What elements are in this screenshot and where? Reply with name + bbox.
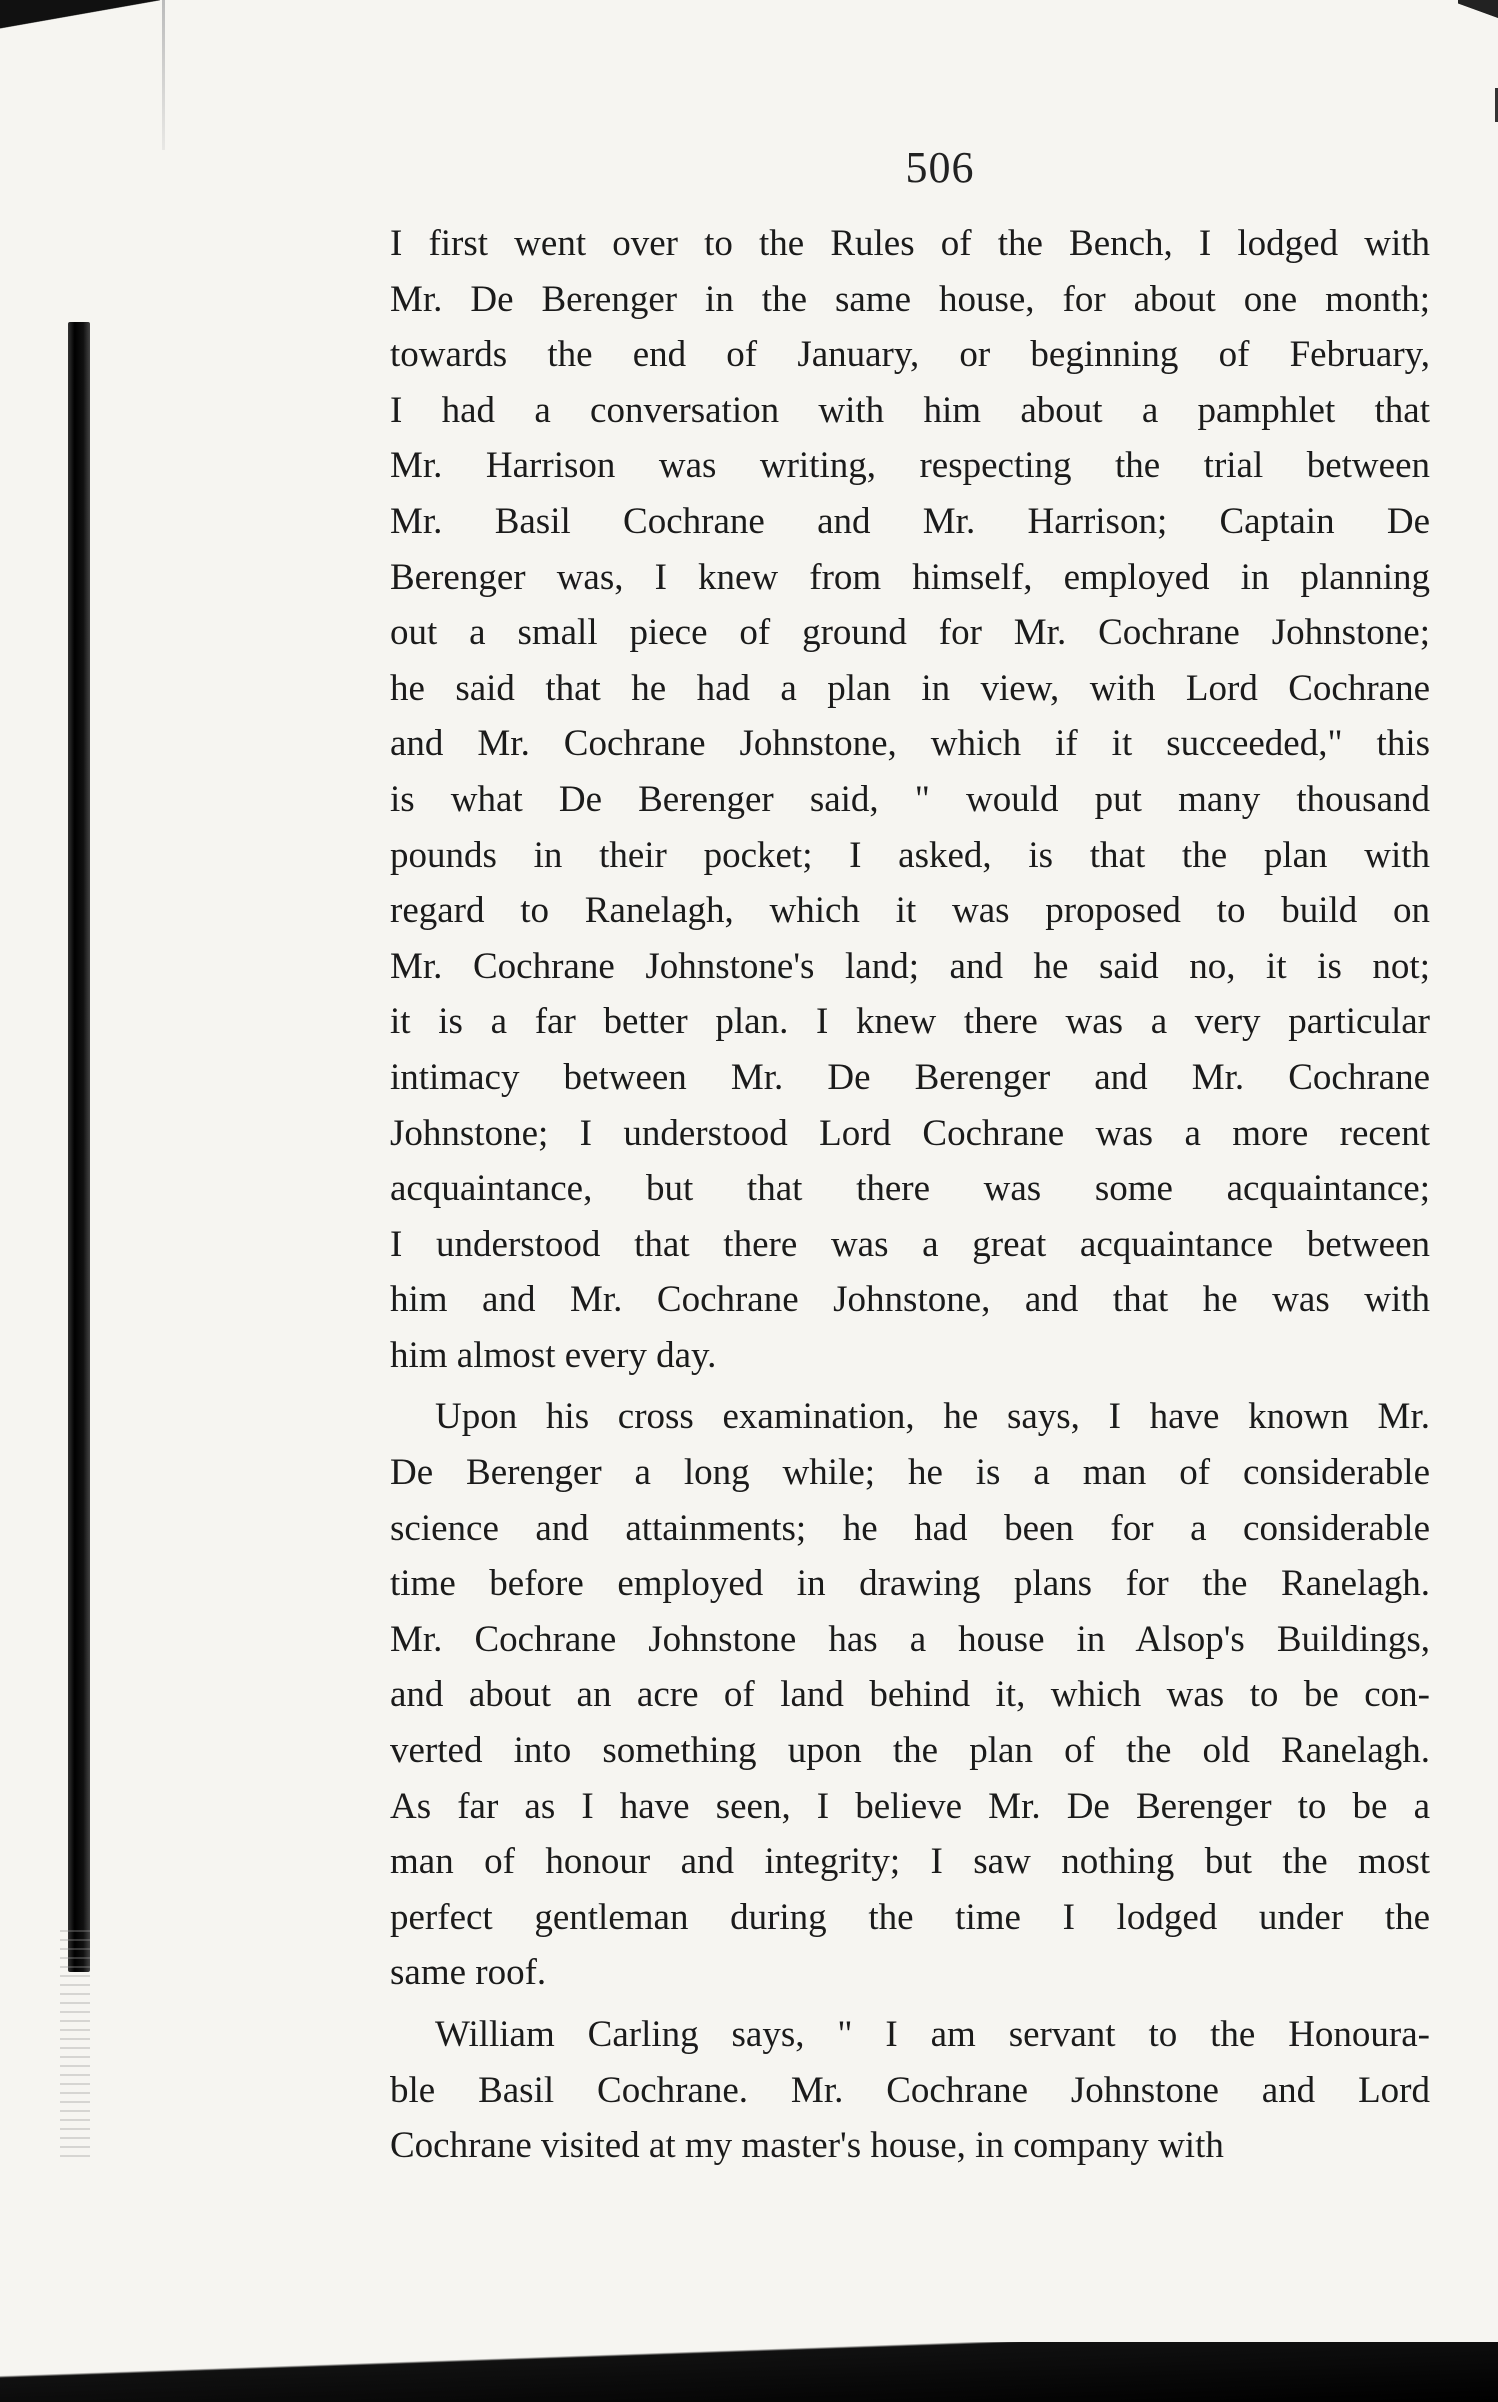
text-line: Mr. Basil Cochrane and Mr. Harrison; Captain De [390, 500, 1430, 542]
text-line: De Berenger a long while; he is a man of considerable [390, 1452, 1430, 1494]
paragraph [390, 1389, 1430, 2001]
text-line: pounds in their pocket; I asked, is that the plan with [390, 834, 1430, 876]
text-line: regard to Ranelagh, which it was proposed to build on [390, 890, 1430, 932]
text-line: towards the end of January, or beginning of February, [390, 334, 1430, 376]
text-line: intimacy between Mr. De Berenger and Mr. Cochrane [390, 1056, 1430, 1098]
text-line: and about an acre of land behind it, which was to be con- [390, 1674, 1430, 1716]
text-line: acquaintance, but that there was some acquaintance; [390, 1168, 1430, 1210]
text-line: William Carling says, " I am servant to the Honoura- [435, 2014, 1430, 2055]
scan-bottom-edge-shadow [0, 2342, 1498, 2402]
scan-corner-shadow-top-right [1458, 0, 1498, 30]
text-line: him almost every day. [390, 1334, 717, 1376]
text-line: man of honour and integrity; I saw nothing but the most [390, 1841, 1430, 1883]
text-line: I first went over to the Rules of the Bench, I lodged with [390, 223, 1430, 264]
text-line: Upon his cross examination, he says, I have known Mr. [435, 1396, 1430, 1438]
scan-corner-shadow-top-left [0, 0, 160, 52]
text-line: out a small piece of ground for Mr. Cochrane Johnstone; [390, 612, 1430, 654]
text-line: verted into something upon the plan of the old Ranelagh. [390, 1730, 1430, 1772]
text-line: Mr. Harrison was writing, respecting the trial between [390, 445, 1430, 487]
text-line: Berenger was, I knew from himself, employed in planning [390, 556, 1430, 598]
text-line: Mr. Cochrane Johnstone has a house in Alsop's Buildings, [390, 1618, 1430, 1660]
text-line: ble Basil Cochrane. Mr. Cochrane Johnstone and Lord [390, 2069, 1430, 2111]
text-line: time before employed in drawing plans for the Ranelagh. [390, 1563, 1430, 1605]
scan-binding-line [162, 0, 165, 150]
scan-binding-shadow [68, 322, 90, 1972]
scan-speckles [60, 1930, 90, 2160]
text-line: he said that he had a plan in view, with Lord Cochrane [390, 667, 1430, 709]
text-line: and Mr. Cochrane Johnstone, which if it succeeded," this [390, 723, 1430, 765]
text-line: same roof. [390, 1952, 547, 1994]
text-line: Mr. De Berenger in the same house, for about one month; [390, 278, 1430, 320]
text-line: Johnstone; I understood Lord Cochrane was a more recent [390, 1112, 1430, 1154]
text-line: is what De Berenger said, " would put many thousand [390, 778, 1430, 820]
text-line: As far as I have seen, I believe Mr. De Berenger to be a [390, 1785, 1430, 1827]
body-text [390, 216, 1430, 2174]
paragraph [390, 2007, 1430, 2174]
text-line: it is a far better plan. I knew there was a very particular [390, 1001, 1430, 1043]
page-number: 506 [905, 143, 975, 192]
text-line: him and Mr. Cochrane Johnstone, and that he was with [390, 1279, 1430, 1321]
text-line: science and attainments; he had been for a considerable [390, 1507, 1430, 1549]
text-line: Cochrane visited at my master's house, in company with [390, 2125, 1224, 2167]
paragraph [390, 216, 1430, 1383]
text-line: I had a conversation with him about a pamphlet that [390, 389, 1430, 431]
text-line: perfect gentleman during the time I lodged under the [390, 1896, 1430, 1938]
text-line: Mr. Cochrane Johnstone's land; and he said no, it is not; [390, 945, 1430, 987]
text-line: I understood that there was a great acquaintance between [390, 1223, 1430, 1265]
